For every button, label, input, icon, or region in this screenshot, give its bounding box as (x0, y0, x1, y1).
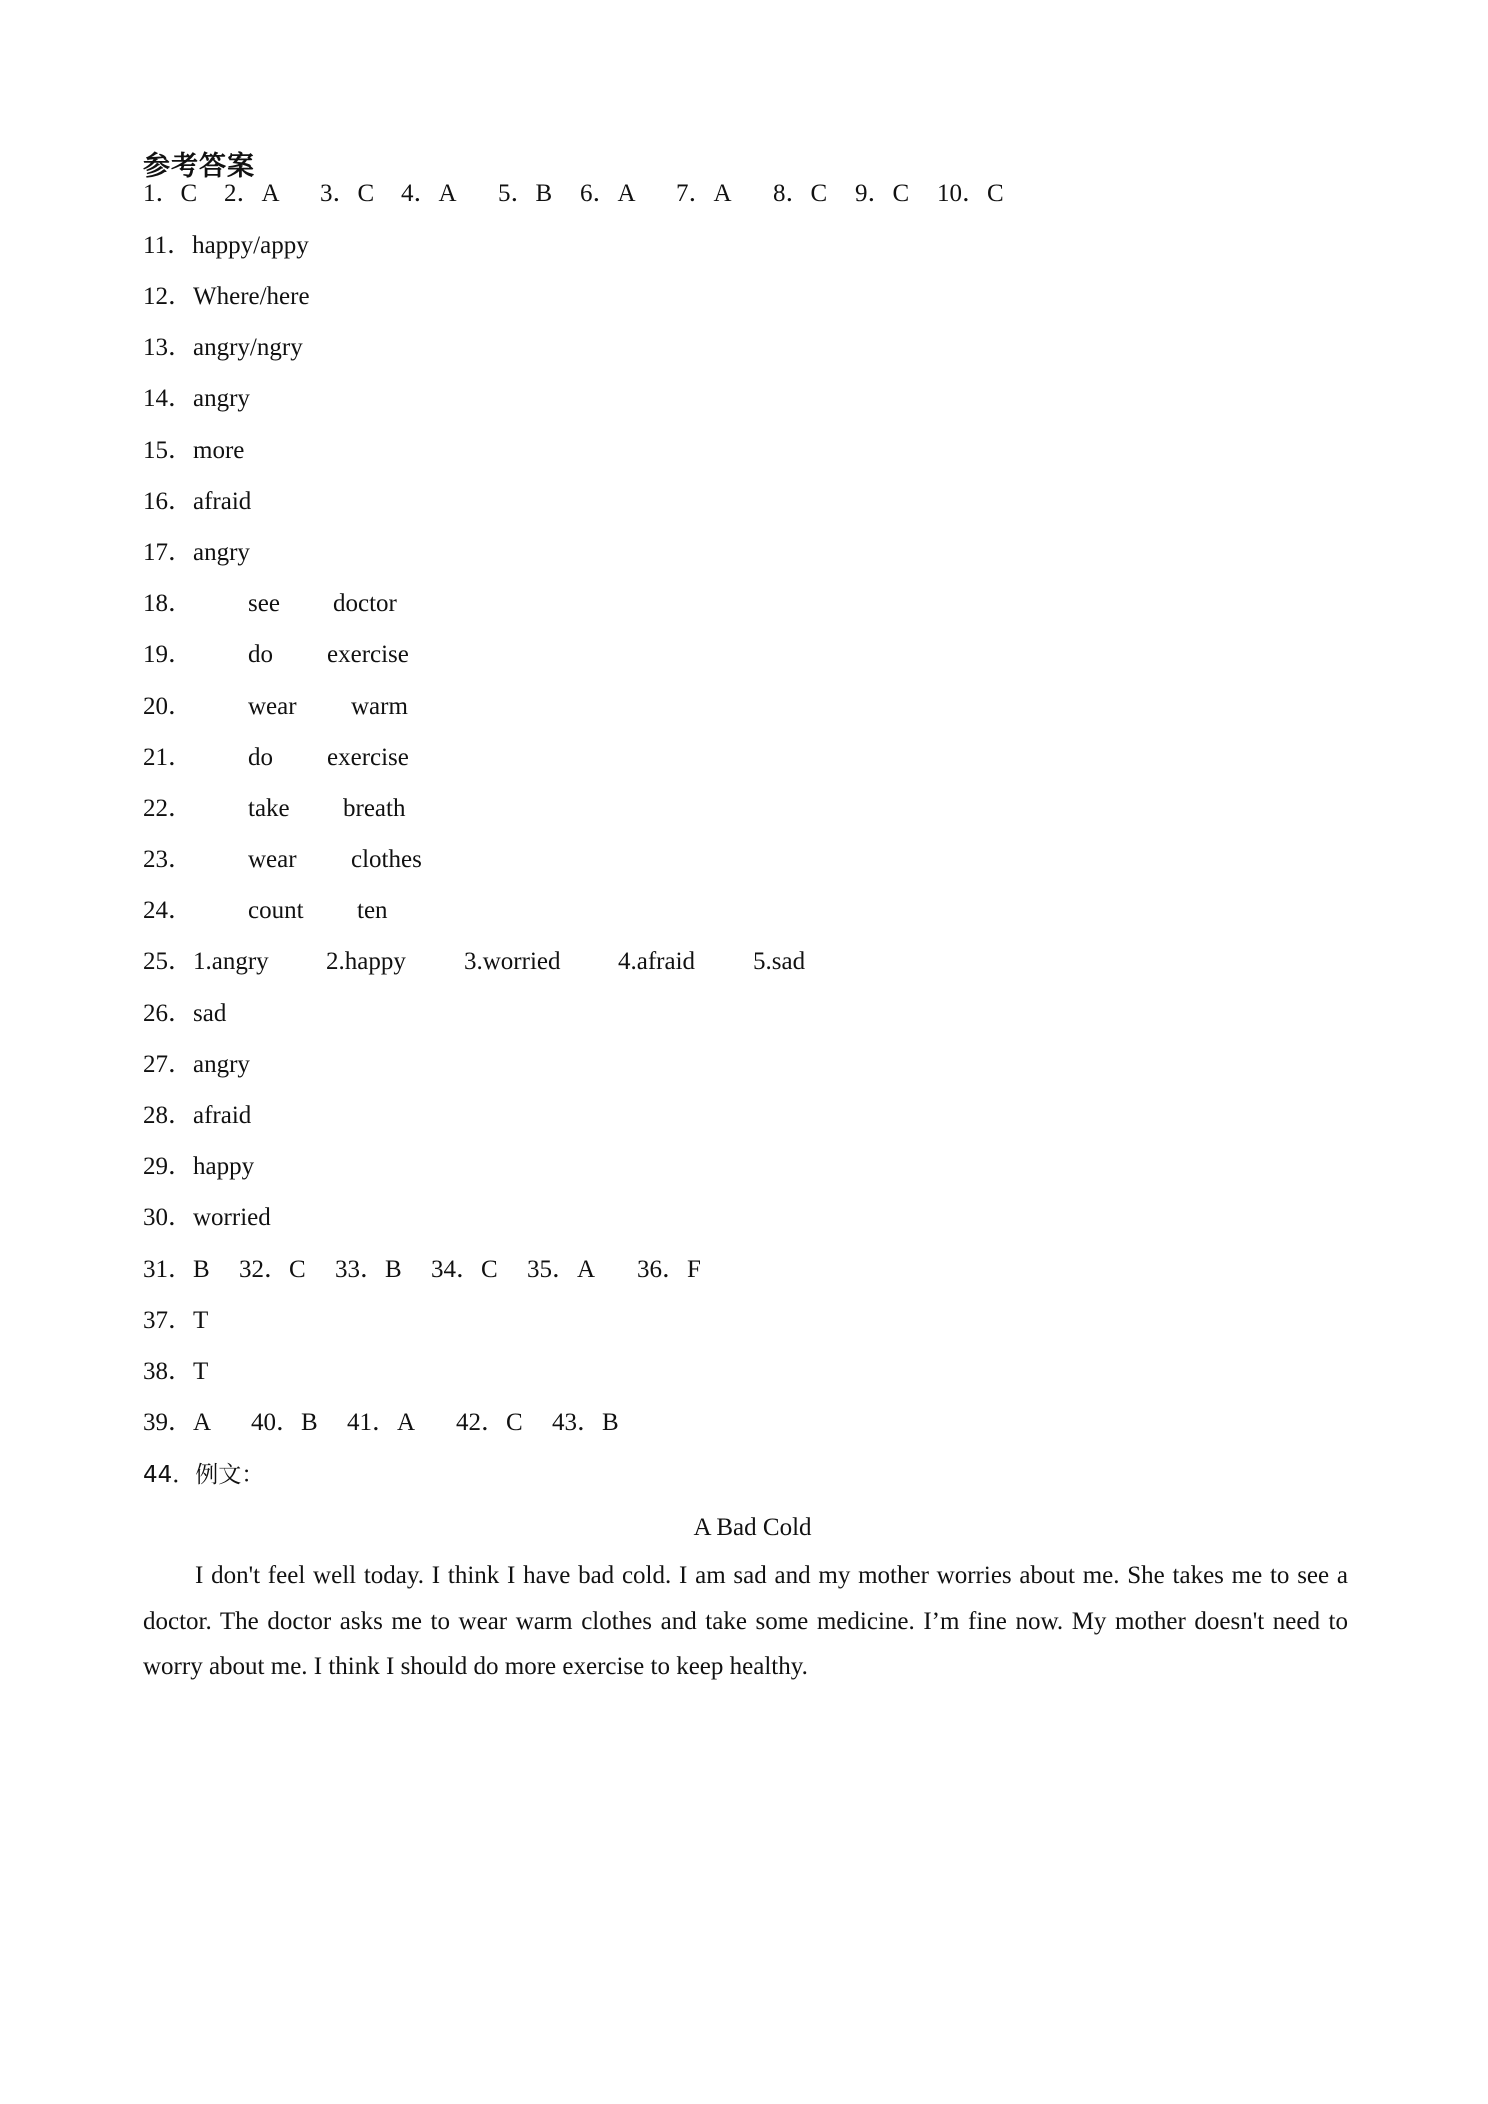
answer-word: doctor (333, 590, 397, 617)
answer-word: do (248, 744, 273, 771)
answer-item: 5．B (498, 180, 553, 207)
answer-item: 36．F (637, 1256, 701, 1283)
answer-item: 42．C (456, 1409, 523, 1436)
answer-number: 22． (143, 795, 194, 822)
answer-item: 28．afraid (143, 1102, 252, 1129)
answer-word: exercise (327, 744, 409, 771)
answer-item: 9．C (855, 180, 910, 207)
answer-item: 13．angry/ngry (143, 334, 303, 361)
answer-word: see (248, 590, 280, 617)
answer-item: 2.happy (326, 948, 406, 975)
answer-item: 43．B (552, 1409, 619, 1436)
answer-number: 20． (143, 693, 194, 720)
essay-title: A Bad Cold (693, 1514, 812, 1541)
answer-item: 16．afraid (143, 488, 252, 515)
answer-item: 38．T (143, 1358, 209, 1385)
answer-item: 30．worried (143, 1204, 271, 1231)
answer-item: 44．例文： (143, 1462, 265, 1488)
answer-number: 24． (143, 897, 194, 924)
page-heading: 参考答案 (143, 151, 255, 182)
answer-word: ten (357, 897, 388, 924)
answer-item: 29．happy (143, 1153, 255, 1180)
answer-item: 41．A (347, 1409, 416, 1436)
answer-word: wear (248, 693, 297, 720)
answer-item: 15．more (143, 437, 245, 464)
answer-item: 32．C (239, 1256, 306, 1283)
answer-word: take (248, 795, 290, 822)
answer-item: 3．C (320, 180, 375, 207)
answer-word: count (248, 897, 304, 924)
answer-item: 6．A (580, 180, 636, 207)
answer-item: 33．B (335, 1256, 402, 1283)
answer-item: 40．B (251, 1409, 318, 1436)
answer-item: 39．A (143, 1409, 212, 1436)
answer-item: 3.worried (464, 948, 561, 975)
answer-item: 35．A (527, 1256, 596, 1283)
answer-item: 4.afraid (618, 948, 696, 975)
answer-item: 37．T (143, 1307, 209, 1334)
answer-item: 4．A (401, 180, 457, 207)
answer-number: 23． (143, 846, 194, 873)
answer-word: warm (351, 693, 408, 720)
answer-item: 12．Where/here (143, 283, 310, 310)
answer-item: 26．sad (143, 1000, 227, 1027)
answer-item: 1．C (143, 180, 198, 207)
answer-number: 21． (143, 744, 194, 771)
answer-word: wear (248, 846, 297, 873)
answer-item: 8．C (773, 180, 828, 207)
answer-item: 7．A (676, 180, 732, 207)
essay-body: I don't feel well today. I think I have bad cold. I am sad and my mother worries about me. She takes me to see a doctor. The doctor asks me to wear warm clothes and take some medicine. I’m fine now. My mother doesn't need to worry about me. I think I should do more exercise to keep healthy. (143, 1562, 1348, 1680)
answer-word: do (248, 641, 273, 668)
answer-item: 25．1.angry (143, 948, 269, 975)
answer-item: 17．angry (143, 539, 250, 566)
answer-item: 5.sad (753, 948, 806, 975)
answer-number: 19． (143, 641, 194, 668)
answer-item: 2．A (224, 180, 280, 207)
answer-item: 14．angry (143, 385, 250, 412)
answer-item: 31．B (143, 1256, 210, 1283)
answer-item: 10．C (937, 180, 1004, 207)
answer-item: 11．happy/appy (143, 232, 309, 259)
answer-word: clothes (351, 846, 422, 873)
answer-word: exercise (327, 641, 409, 668)
answer-number: 18． (143, 590, 194, 617)
answer-item: 27．angry (143, 1051, 250, 1078)
answer-item: 34．C (431, 1256, 498, 1283)
answer-word: breath (343, 795, 406, 822)
